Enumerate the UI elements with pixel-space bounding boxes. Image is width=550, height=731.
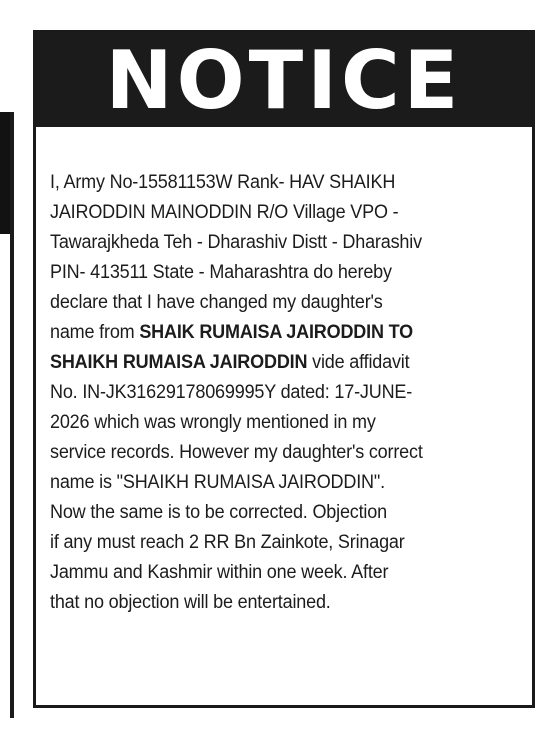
notice-line: 2026 which was wrongly mentioned in my xyxy=(50,411,376,433)
column-rule xyxy=(10,112,14,718)
notice-line: Now the same is to be corrected. Objection xyxy=(50,501,387,523)
new-name: SHAIKH RUMAISA JAIRODDIN xyxy=(50,351,308,373)
notice-header xyxy=(36,33,532,127)
notice-line: No. IN-JK31629178069995Y dated: 17-JUNE- xyxy=(50,381,413,403)
old-name: SHAIK RUMAISA JAIRODDIN TO xyxy=(139,321,413,343)
notice-line: that no objection will be entertained. xyxy=(50,591,331,613)
notice-line-suffix: vide affidavit xyxy=(307,351,410,373)
notice-title: NOTICE xyxy=(105,34,463,127)
notice-line: JAIRODDIN MAINODDIN R/O Village VPO - xyxy=(50,201,399,223)
notice-line xyxy=(50,317,533,347)
notice-line-prefix: name from xyxy=(50,321,140,343)
notice-line: Jammu and Kashmir within one week. After xyxy=(50,561,389,583)
notice-line: Tawarajkheda Teh - Dharashiv Distt - Dharashiv xyxy=(50,231,422,253)
notice-line: declare that I have changed my daughter's xyxy=(50,291,383,313)
notice-line xyxy=(50,347,533,377)
notice-line: name is "SHAIKH RUMAISA JAIRODDIN". xyxy=(50,471,385,493)
notice-line: if any must reach 2 RR Bn Zainkote, Srinagar xyxy=(50,531,405,553)
notice-line: PIN- 413511 State - Maharashtra do hereby xyxy=(50,261,392,283)
notice-box xyxy=(33,30,535,708)
notice-line: service records. However my daughter's correct xyxy=(50,441,423,463)
notice-line: I, Army No-15581153W Rank- HAV SHAIKH xyxy=(50,171,396,193)
notice-body xyxy=(50,167,533,617)
